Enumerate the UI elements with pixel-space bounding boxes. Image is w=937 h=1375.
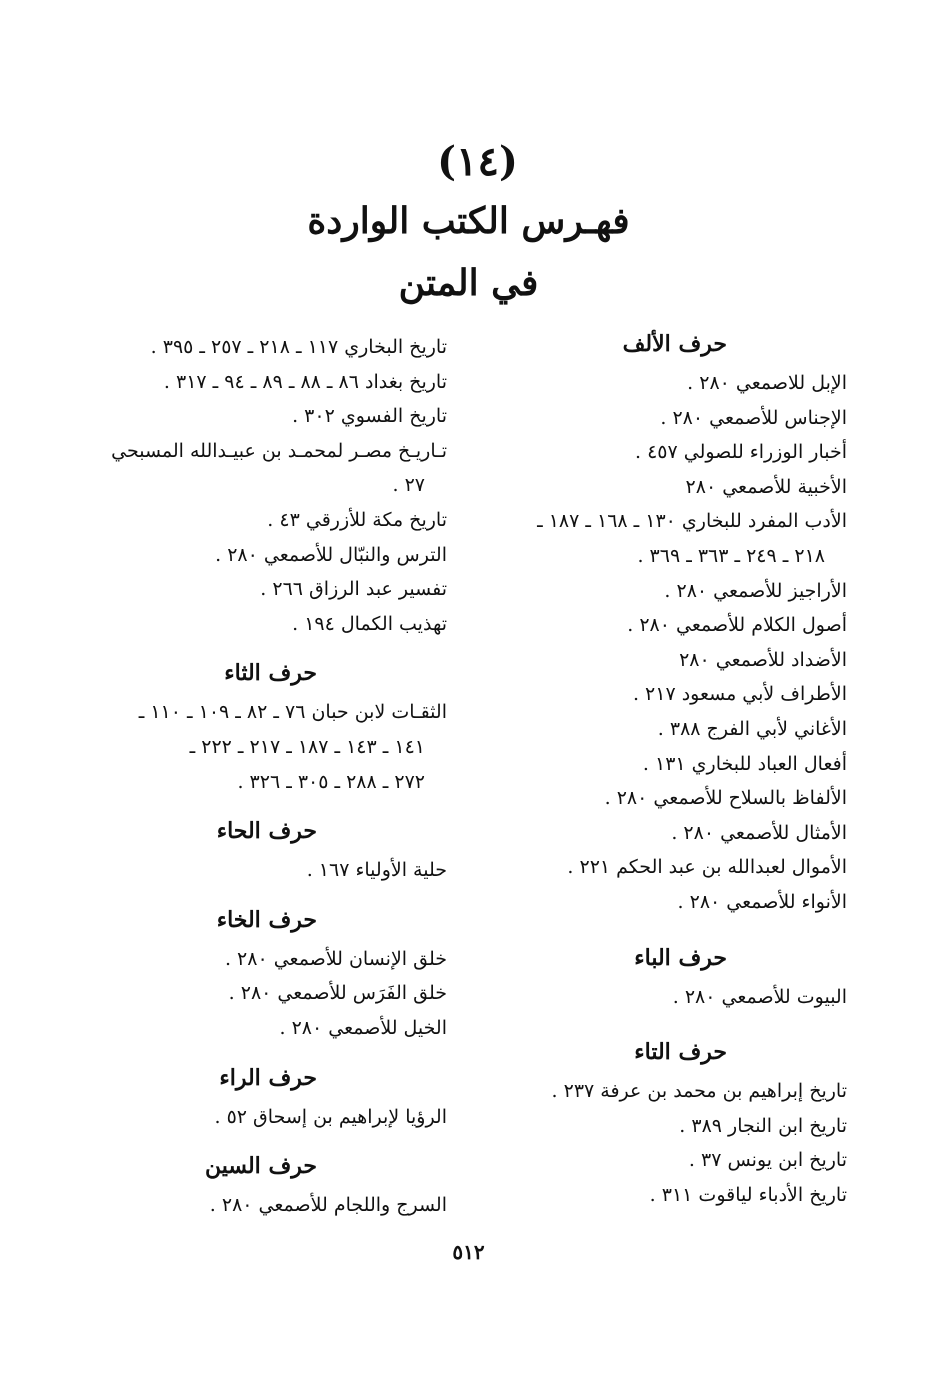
index-entry-continuation: ٢١٨ ـ ٢٤٩ ـ ٣٦٣ ـ ٣٦٩ .: [637, 544, 825, 567]
letter-group-sin: [87, 1144, 447, 1223]
index-entry: الرؤيا لإبراهيم بن إسحاق ٥٢ .: [214, 1105, 447, 1128]
letter-heading: حرف التاء: [634, 1039, 727, 1066]
right-column: [487, 322, 847, 1212]
letter-group-kha: [87, 898, 447, 1046]
index-entry: الإبل للاصمعي ٢٨٠ .: [687, 372, 847, 394]
index-entry: تاريخ بغداد ٨٦ ـ ٨٨ ـ ٨٩ ـ ٩٤ ـ ٣١٧ .: [163, 370, 447, 393]
left-column: [87, 322, 447, 1223]
index-entry: حلية الأولياء ١٦٧ .: [306, 859, 447, 882]
letter-heading: حرف الخاء: [216, 906, 317, 933]
index-entry: الأطراف لأبي مسعود ٢١٧ .: [632, 683, 847, 706]
index-entry: أفعال العباد للبخاري ١٣١ .: [642, 752, 847, 775]
index-entry: تاريخ إبراهيم بن محمد بن عرفة ٢٣٧ .: [551, 1080, 847, 1103]
index-entry: خلق الفَرَس للأصمعي ٢٨٠ .: [228, 982, 447, 1005]
letter-group-ba: [487, 936, 847, 1015]
page-number: ٥١٢: [452, 1240, 485, 1264]
index-entry: الأخبية للأصمعي ٢٨٠: [685, 475, 847, 498]
index-entry: الأغاني لأبي الفرج ٣٨٨ .: [657, 717, 847, 740]
index-entry: الأمثال للأصمعي ٢٨٠ .: [671, 821, 847, 844]
page-header: [0, 138, 937, 314]
index-entry: تـاريـخ مصـر لمحمـد بن عبيـدالله المسبحي: [111, 439, 447, 462]
index-entry: الخيل للأصمعي ٢٨٠ .: [279, 1016, 447, 1039]
index-entry: تهذيب الكمال ١٩٤ .: [292, 612, 447, 635]
index-entry: الأضداد للأصمعي ٢٨٠: [679, 648, 847, 671]
index-entry: تفسير عبد الرزاق ٢٦٦ .: [260, 578, 447, 601]
index-entry: الترس والنبّال للأصمعي ٢٨٠ .: [215, 543, 447, 566]
letter-group-ta: [487, 1030, 847, 1212]
index-entry: الإجناس للأصمعي ٢٨٠ .: [660, 406, 847, 429]
letter-group-ta-continued: [87, 330, 447, 641]
letter-heading: حرف الألف: [622, 331, 727, 357]
letter-group-ha: [87, 809, 447, 888]
section-number: (١٤): [437, 138, 518, 185]
letter-heading: حرف الحاء: [216, 818, 317, 845]
index-entry: الأدب المفرد للبخاري ١٣٠ ـ ١٦٨ ـ ١٨٧ ـ: [537, 510, 847, 533]
index-entry: الألفاظ بالسلاح للأصمعي ٢٨٠ .: [604, 787, 847, 810]
index-entry: البيوت للأصمعي ٢٨٠ .: [672, 985, 847, 1008]
letter-group-tha: [87, 651, 447, 799]
index-entry-continuation: ١٤١ ـ ١٤٣ ـ ١٨٧ ـ ٢١٧ ـ ٢٢٢ ـ: [189, 735, 425, 758]
index-entry: تاريخ ابن يونس ٣٧ .: [688, 1149, 847, 1172]
index-entry: خلق الإنسان للأصمعي ٢٨٠ .: [224, 947, 447, 970]
index-entry: الأموال لعبدالله بن عبد الحكم ٢٢١ .: [567, 856, 847, 879]
letter-heading: حرف الثاء: [224, 660, 317, 687]
index-title: فهـرس الكتب الواردة: [307, 200, 630, 242]
index-entry: تاريخ الفسوي ٣٠٢ .: [292, 405, 447, 428]
index-entry-continuation: ٢٧٢ ـ ٢٨٨ ـ ٣٠٥ ـ ٣٢٦ .: [237, 770, 425, 793]
index-entry: أصول الكلام للأصمعي ٢٨٠ .: [627, 614, 847, 637]
index-entry-continuation: ٢٧ .: [392, 474, 425, 497]
index-entry: أخبار الوزراء للصولي ٤٥٧ .: [634, 441, 847, 464]
index-entry: تاريخ البخاري ١١٧ ـ ٢١٨ ـ ٢٥٧ ـ ٣٩٥ .: [150, 336, 447, 358]
index-entry: الأنواء للأصمعي ٢٨٠ .: [677, 890, 847, 913]
letter-heading: حرف الباء: [634, 944, 727, 971]
index-entry: تاريخ الأدباء لياقوت ٣١١ .: [649, 1183, 847, 1206]
index-entry: الأراجيز للأصمعي ٢٨٠ .: [664, 579, 847, 602]
index-subtitle: في المتن: [398, 262, 539, 304]
letter-group-alif: [487, 322, 847, 920]
index-entry: تاريخ ابن النجار ٣٨٩ .: [679, 1114, 847, 1137]
index-entry: السرج واللجام للأصمعي ٢٨٠ .: [209, 1194, 447, 1217]
index-entry: تاريخ مكة للأزرقي ٤٣ .: [267, 508, 447, 531]
letter-group-ra: [87, 1056, 447, 1135]
letter-heading: حرف السين: [204, 1153, 317, 1180]
index-entry: الثقـات لابن حبان ٧٦ ـ ٨٢ ـ ١٠٩ ـ ١١٠ ـ: [138, 701, 447, 724]
letter-heading: حرف الراء: [219, 1064, 317, 1091]
